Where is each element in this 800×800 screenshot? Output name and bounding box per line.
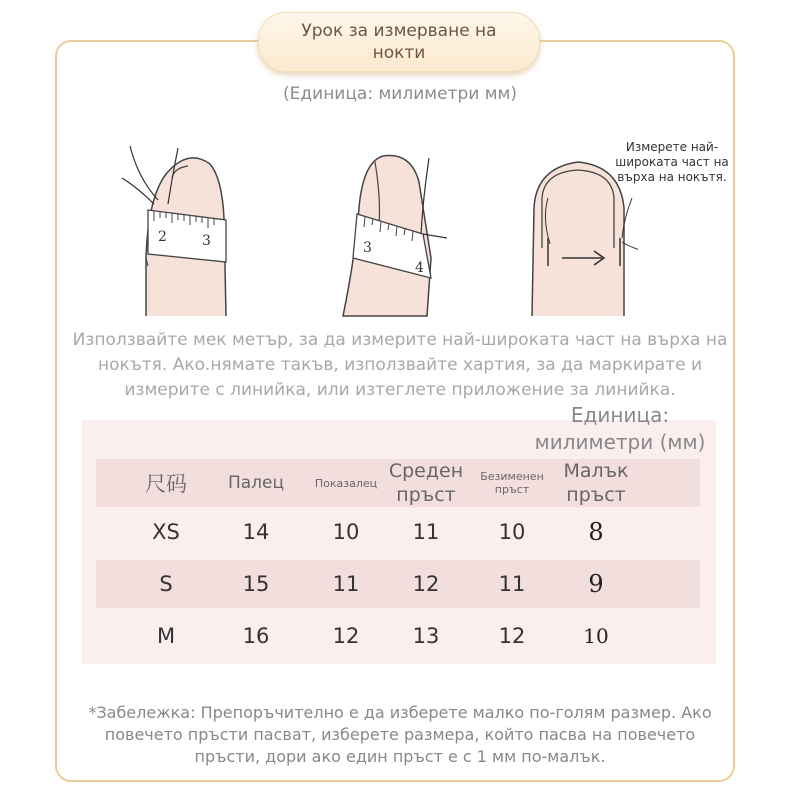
table-row (96, 560, 700, 608)
header-size: 尺码 (145, 472, 187, 496)
size-cell: S (159, 572, 173, 596)
page-title: Урок за измерване на нокти (301, 21, 497, 63)
tape-mark-label: 4 (415, 260, 424, 276)
pinky-cell: 10 (583, 624, 609, 648)
pinky-cell: 8 (588, 518, 604, 546)
header-ring: Безименен пръст (480, 470, 544, 496)
header-index: Показалец (314, 476, 378, 490)
finger-measure-illustration (335, 138, 465, 318)
ring-cell: 10 (498, 520, 526, 544)
thumb-cell: 16 (242, 624, 270, 648)
thumb-cell: 14 (242, 520, 270, 544)
header-pinky: Малък пръст (563, 460, 629, 506)
header-middle: Среден пръст (388, 460, 464, 506)
sizing-footnote: *Забележка: Препоръчително е да изберете малко по-голям размер. Ако повечето пръсти пасват, изберете размера, който пасва на повечето пръсти, дори ако един пръст е с 1 мм по-малък. (88, 703, 712, 766)
table-unit-label: Единица: милиметри (мм) (534, 403, 706, 454)
index-cell: 11 (332, 572, 360, 596)
title-badge (258, 12, 540, 72)
illustration-note: Измерете най-широката част на върха на нокътя. (615, 140, 729, 184)
tape-mark-label: 2 (158, 229, 167, 245)
unit-caption: (Единица: милиметри мм) (283, 84, 517, 104)
ring-cell: 12 (498, 624, 526, 648)
header-thumb: Палец (227, 473, 285, 493)
index-cell: 12 (332, 624, 360, 648)
middle-cell: 13 (412, 624, 440, 648)
pinky-cell: 9 (588, 570, 604, 598)
size-cell: XS (152, 520, 180, 544)
size-cell: M (156, 624, 176, 648)
table-row (96, 508, 700, 556)
tape-mark-label: 3 (202, 233, 211, 249)
thumb-measure-illustration (118, 138, 248, 318)
table-row (96, 612, 700, 660)
table-header-row (96, 459, 700, 507)
middle-cell: 12 (412, 572, 440, 596)
measuring-instructions: Използвайте мек метър, за да измерите най-широката част на върха на нокътя. Ако.нямате такъв, използвайте хартия, за да маркирате и измерите с линийка, или изтеглете приложение за линийка. (72, 330, 728, 400)
ring-cell: 11 (498, 572, 526, 596)
index-cell: 10 (332, 520, 360, 544)
middle-cell: 11 (412, 520, 440, 544)
tape-mark-label: 3 (363, 240, 372, 256)
thumb-cell: 15 (242, 572, 270, 596)
